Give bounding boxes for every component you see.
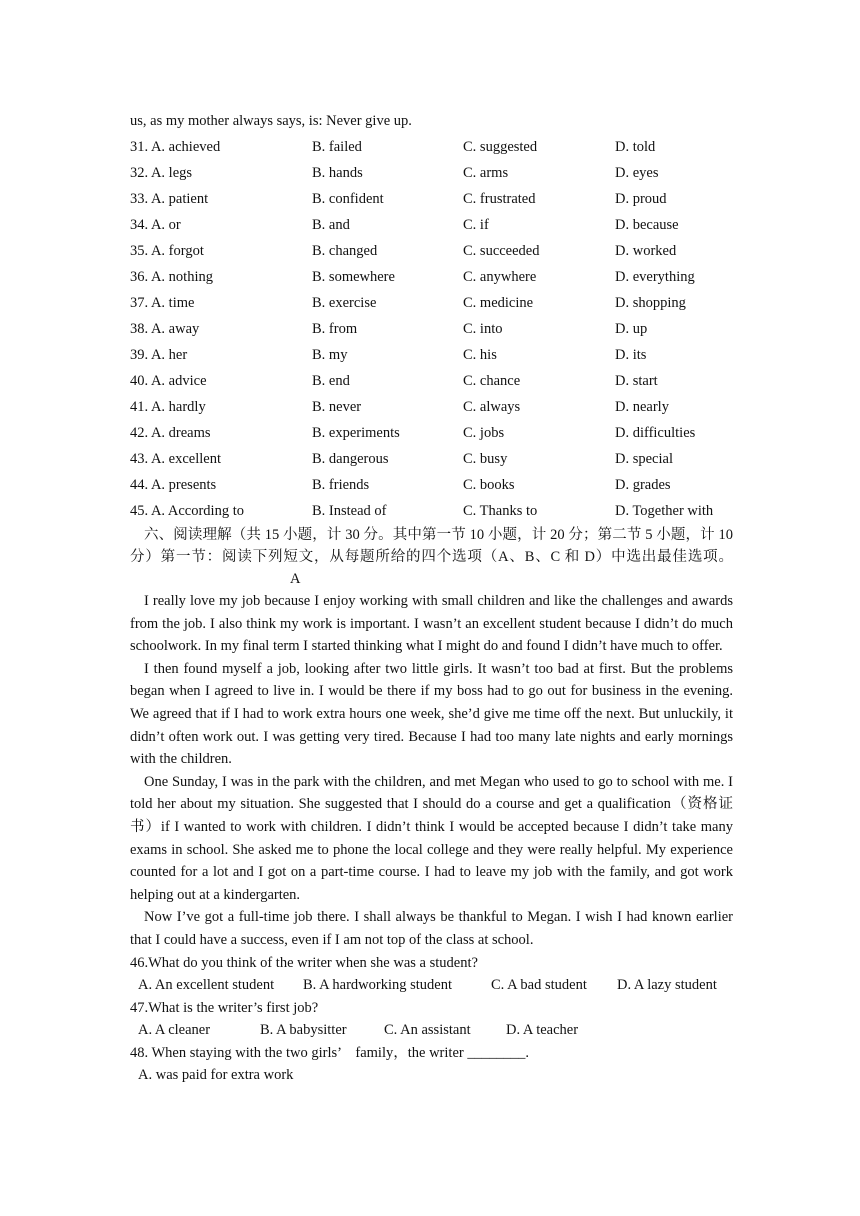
cloze-option-row-31 bbox=[130, 134, 733, 160]
option-b: B. hands bbox=[312, 165, 363, 181]
option-c: C. suggested bbox=[463, 139, 538, 155]
cloze-options bbox=[130, 134, 733, 524]
option-d: D. eyes bbox=[615, 165, 659, 181]
option-d: D. A teacher bbox=[506, 1022, 579, 1039]
question-stem: 48. When staying with the two girls’ family，the writer ________. bbox=[130, 1044, 529, 1061]
option-b: B. changed bbox=[312, 243, 378, 259]
option-a: 39. A. her bbox=[130, 347, 188, 363]
option-c: C. if bbox=[463, 217, 489, 233]
option-c: C. Thanks to bbox=[463, 503, 538, 519]
cloze-option-row-43 bbox=[130, 446, 733, 472]
option-a: 43. A. excellent bbox=[130, 451, 222, 467]
cloze-option-row-40 bbox=[130, 368, 733, 394]
option-c: C. A bad student bbox=[491, 977, 587, 994]
option-c: C. busy bbox=[463, 451, 508, 467]
option-b: B. experiments bbox=[312, 425, 400, 441]
cloze-option-row-39 bbox=[130, 342, 733, 368]
option-a: A. An excellent student bbox=[138, 977, 275, 994]
option-b: B. confident bbox=[312, 191, 384, 207]
option-d: D. special bbox=[615, 451, 673, 467]
option-d: D. its bbox=[615, 347, 647, 363]
option-b: B. Instead of bbox=[312, 503, 387, 519]
option-d: D. Together with bbox=[615, 503, 714, 519]
cloze-option-row-32 bbox=[130, 160, 733, 186]
intro-line: us, as my mother always says, is: Never give up. bbox=[130, 113, 412, 129]
option-b: B. dangerous bbox=[312, 451, 389, 467]
option-a: 40. A. advice bbox=[130, 373, 207, 389]
option-b: B. never bbox=[312, 399, 362, 415]
option-a: A. was paid for extra work bbox=[138, 1067, 294, 1084]
passage-paragraph: Now I’ve got a full-time job there. I shall always be thankful to Megan. I wish I had known earlier that I could have a success, even if I am not top of the class at school. bbox=[130, 909, 733, 948]
option-c: C. An assistant bbox=[384, 1022, 471, 1039]
cloze-option-row-36 bbox=[130, 264, 733, 290]
option-b: B. from bbox=[312, 321, 358, 337]
section-heading-text: 六、阅读理解（共 15 小题，计 30 分。其中第一节 10 小题，计 20 分；第二节 5 小题，计 10 分）第一节：阅读下列短文，从每题所给的四个选项（A、B、C 和 D）中选出最佳选项。 bbox=[130, 527, 733, 565]
option-d: D. up bbox=[615, 321, 648, 337]
reading-section-heading bbox=[130, 524, 733, 590]
question-options bbox=[130, 1019, 733, 1042]
option-b: B. exercise bbox=[312, 295, 377, 311]
option-a: 41. A. hardly bbox=[130, 399, 206, 415]
option-c: C. his bbox=[463, 347, 497, 363]
option-a: 31. A. achieved bbox=[130, 139, 221, 155]
option-c: C. succeeded bbox=[463, 243, 540, 259]
option-b: B. A hardworking student bbox=[303, 977, 453, 994]
cloze-option-row-33 bbox=[130, 186, 733, 212]
option-b: B. and bbox=[312, 217, 350, 233]
option-b: B. failed bbox=[312, 139, 362, 155]
option-c: C. medicine bbox=[463, 295, 534, 311]
option-a: 42. A. dreams bbox=[130, 425, 211, 441]
option-a: 34. A. or bbox=[130, 217, 181, 233]
option-c: C. anywhere bbox=[463, 269, 537, 285]
exam-page bbox=[130, 108, 733, 1087]
passage-label: A bbox=[290, 571, 301, 587]
option-a: 38. A. away bbox=[130, 321, 200, 337]
cloze-option-row-45 bbox=[130, 498, 733, 524]
cloze-option-row-41 bbox=[130, 394, 733, 420]
question-stem: 46.What do you think of the writer when she was a student? bbox=[130, 954, 478, 971]
cloze-option-row-42 bbox=[130, 420, 733, 446]
option-a: 45. A. According to bbox=[130, 503, 244, 519]
option-d: D. told bbox=[615, 139, 656, 155]
option-d: D. grades bbox=[615, 477, 671, 493]
reading-passage bbox=[130, 590, 733, 952]
question-options bbox=[130, 974, 733, 997]
option-a: A. A cleaner bbox=[138, 1022, 211, 1039]
option-d: D. everything bbox=[615, 269, 695, 285]
option-b: B. A babysitter bbox=[260, 1022, 347, 1039]
cloze-option-row-35 bbox=[130, 238, 733, 264]
option-a: 36. A. nothing bbox=[130, 269, 213, 285]
option-a: 32. A. legs bbox=[130, 165, 193, 181]
option-d: D. because bbox=[615, 217, 679, 233]
question-47 bbox=[130, 997, 733, 1042]
cloze-option-row-37 bbox=[130, 290, 733, 316]
option-c: C. chance bbox=[463, 373, 521, 389]
passage-paragraph: I then found myself a job, looking after two little girls. It wasn’t too bad at first. But the problems began when I agreed to live in. I would be there if my boss had to go out for business in the evening. We agreed that if I had to work extra hours one week, she’d give me time off the next. But unluckily, it didn’t often work out. I was getting very tired. Because I had too many late nights and early mornings with the children. bbox=[130, 660, 733, 768]
option-b: B. somewhere bbox=[312, 269, 395, 285]
option-b: B. end bbox=[312, 373, 350, 389]
option-d: D. start bbox=[615, 373, 658, 389]
question-stem: 47.What is the writer’s first job? bbox=[130, 999, 319, 1016]
option-c: C. arms bbox=[463, 165, 509, 181]
option-c: C. into bbox=[463, 321, 503, 337]
cloze-option-row-44 bbox=[130, 472, 733, 498]
option-c: C. always bbox=[463, 399, 521, 415]
option-d: D. proud bbox=[615, 191, 667, 207]
option-a: 35. A. forgot bbox=[130, 243, 204, 259]
option-c: C. frustrated bbox=[463, 191, 536, 207]
option-d: D. nearly bbox=[615, 399, 669, 415]
passage-paragraph: One Sunday, I was in the park with the children, and met Megan who used to go to school with me. I told her about my situation. She suggested that I should do a course and get a qualification（资格证书）if I wanted to work with children. I didn’t think I would be accepted because I didn’t take many exams in school. She asked me to phone the local college and they were really helpful. My experience counted for a lot and I got on a part-time course. I had to leave my job with the family, and got work helping out at a kindergarten. bbox=[130, 773, 733, 903]
passage-paragraph: I really love my job because I enjoy working with small children and like the challenges and awards from the job. I also think my work is important. I wasn’t an excellent student because I didn’t do much schoolwork. In my final term I started thinking what I might do and found I didn’t have much to offer. bbox=[130, 593, 733, 655]
option-d: D. difficulties bbox=[615, 425, 696, 441]
option-a: 44. A. presents bbox=[130, 477, 217, 493]
option-d: D. A lazy student bbox=[617, 977, 717, 994]
question-46 bbox=[130, 952, 733, 997]
option-a: 33. A. patient bbox=[130, 191, 209, 207]
cloze-option-row-34 bbox=[130, 212, 733, 238]
cloze-option-row-38 bbox=[130, 316, 733, 342]
question-options bbox=[130, 1064, 733, 1087]
option-d: D. worked bbox=[615, 243, 677, 259]
option-b: B. my bbox=[312, 347, 348, 363]
option-c: C. jobs bbox=[463, 425, 505, 441]
option-d: D. shopping bbox=[615, 295, 686, 311]
question-48 bbox=[130, 1042, 733, 1087]
option-b: B. friends bbox=[312, 477, 370, 493]
option-c: C. books bbox=[463, 477, 515, 493]
option-a: 37. A. time bbox=[130, 295, 195, 311]
